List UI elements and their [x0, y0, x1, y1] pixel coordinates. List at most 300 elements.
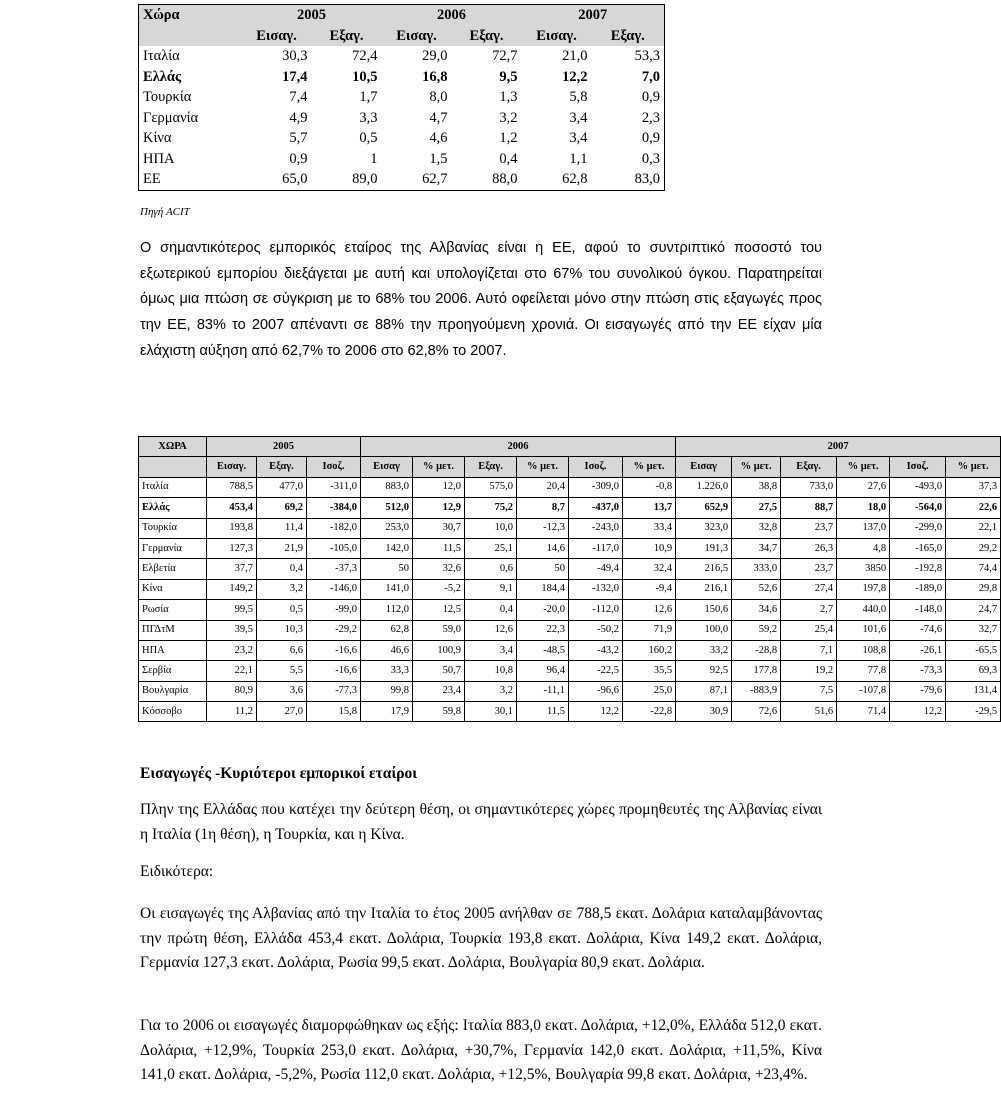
table-row — [139, 559, 1001, 579]
value-cell: 3,2 — [465, 681, 517, 701]
value-cell: 72,4 — [352, 48, 378, 65]
value-cell: -65,5 — [946, 640, 1001, 660]
value-cell: 3,2 — [257, 579, 307, 599]
value-cell: -192,8 — [890, 559, 946, 579]
value-cell: 52,6 — [732, 579, 781, 599]
value-cell: 7,4 — [289, 89, 308, 106]
value-cell: -309,0 — [569, 477, 623, 497]
measure-header: % μετ. — [837, 457, 890, 477]
value-cell: 33,2 — [676, 640, 732, 660]
value-cell: -112,0 — [569, 600, 623, 620]
value-cell: 788,5 — [207, 477, 257, 497]
country-cell: Ιταλία — [139, 46, 242, 67]
value-cell: 440,0 — [837, 600, 890, 620]
value-cell: 75,2 — [465, 498, 517, 518]
value-cell: 33,4 — [623, 518, 676, 538]
imports-2005-paragraph: Οι εισαγωγές της Αλβανίας από την Ιταλία το έτος 2005 ανήλθαν σε 788,5 εκατ. Δολάρια καταλαμβάνοντας την πρώτη θέση, Ελλάδα 453,4 εκατ. Δολάρια, Τουρκία 193,8 εκατ. Δολάρια, Κίνα 149,2 εκατ. Δολάρια, Γερμανία 127,3 εκατ. Δολάρια, Ρωσία 99,5 εκατ. Δολάρια, Βουλγαρία 80,9 εκατ. Δολάρια. — [140, 905, 822, 971]
header-year-2007: 2007 — [676, 437, 1001, 457]
value-cell: 29,8 — [946, 579, 1001, 599]
header-year-2006: 2006 — [361, 437, 676, 457]
table-header-flows — [139, 26, 665, 47]
value-cell: 4,7 — [429, 109, 448, 126]
country-cell: Σερβία — [139, 661, 207, 681]
value-cell: 333,0 — [732, 559, 781, 579]
value-cell: 21,9 — [257, 538, 307, 558]
value-cell: -299,0 — [890, 518, 946, 538]
value-cell: 100,0 — [676, 620, 732, 640]
country-cell: Κίνα — [139, 128, 242, 149]
table-row — [139, 169, 665, 190]
value-cell: -0,8 — [623, 477, 676, 497]
value-cell: 88,0 — [452, 169, 522, 190]
value-cell: 3,3 — [359, 109, 378, 126]
value-cell: -22,5 — [569, 661, 623, 681]
table-row — [139, 681, 1001, 701]
value-cell: 23,7 — [781, 559, 837, 579]
country-cell: Κίνα — [139, 579, 207, 599]
value-cell: 71,4 — [837, 702, 890, 722]
table-row — [139, 661, 1001, 681]
value-cell: 62,8 — [522, 169, 592, 190]
value-cell: 652,9 — [676, 498, 732, 518]
value-cell: 1,3 — [499, 89, 518, 106]
value-cell: 10,0 — [465, 518, 517, 538]
value-cell: 197,8 — [837, 579, 890, 599]
value-cell: 11,2 — [207, 702, 257, 722]
value-cell: -9,4 — [623, 579, 676, 599]
value-cell: 3,4 — [569, 130, 588, 147]
value-cell: 22,6 — [946, 498, 1001, 518]
value-cell: -12,3 — [517, 518, 569, 538]
value-cell: 25,4 — [781, 620, 837, 640]
value-cell: 8,7 — [517, 498, 569, 518]
measure-header: Εξαγ. — [781, 457, 837, 477]
value-cell: 11,5 — [413, 538, 465, 558]
value-cell: -37,3 — [307, 559, 361, 579]
value-cell: 191,3 — [676, 538, 732, 558]
value-cell: -117,0 — [569, 538, 623, 558]
value-cell: 512,0 — [361, 498, 413, 518]
value-cell: -384,0 — [307, 498, 361, 518]
value-cell: 22,1 — [207, 661, 257, 681]
value-cell: -5,2 — [413, 579, 465, 599]
value-cell: 101,6 — [837, 620, 890, 640]
value-cell: -107,8 — [837, 681, 890, 701]
value-cell: 23,4 — [413, 681, 465, 701]
value-cell: 12,0 — [413, 477, 465, 497]
table-row — [139, 518, 1001, 538]
value-cell: 99,5 — [207, 600, 257, 620]
value-cell: 14,6 — [517, 538, 569, 558]
value-cell: 0,4 — [257, 559, 307, 579]
value-cell: 30,3 — [282, 48, 308, 65]
value-cell: 30,9 — [676, 702, 732, 722]
value-cell: 216,5 — [676, 559, 732, 579]
value-cell: 50,7 — [413, 661, 465, 681]
value-cell: 10,5 — [352, 68, 378, 85]
value-cell: 7,5 — [781, 681, 837, 701]
value-cell: 96,4 — [517, 661, 569, 681]
value-cell: 35,5 — [623, 661, 676, 681]
value-cell: -96,6 — [569, 681, 623, 701]
value-cell: -189,0 — [890, 579, 946, 599]
value-cell: 59,2 — [732, 620, 781, 640]
value-cell: -437,0 — [569, 498, 623, 518]
main-suppliers-paragraph: Πλην της Ελλάδας που κατέχει την δεύτερη θέση, οι σημαντικότερες χώρες προμηθευτές της Αλβανίας είναι η Ιταλία (1η θέση), η Τουρκία, και η Κίνα. — [140, 801, 822, 843]
value-cell: 108,8 — [837, 640, 890, 660]
value-cell: 30,7 — [413, 518, 465, 538]
value-cell: 39,5 — [207, 620, 257, 640]
value-cell: 193,8 — [207, 518, 257, 538]
value-cell: 4,8 — [837, 538, 890, 558]
value-cell: 50 — [361, 559, 413, 579]
value-cell: -165,0 — [890, 538, 946, 558]
table-row — [139, 87, 665, 108]
value-cell: 15,8 — [307, 702, 361, 722]
value-cell: 62,8 — [361, 620, 413, 640]
value-cell: -73,3 — [890, 661, 946, 681]
value-cell: 69,3 — [946, 661, 1001, 681]
header-exports: Εξαγ. — [312, 26, 382, 47]
country-cell: Ελβετία — [139, 559, 207, 579]
value-cell: 12,5 — [413, 600, 465, 620]
value-cell: 12,2 — [562, 68, 588, 85]
value-cell: 7,1 — [781, 640, 837, 660]
measure-header: % μετ. — [732, 457, 781, 477]
value-cell: 3,6 — [257, 681, 307, 701]
value-cell: 141,0 — [361, 579, 413, 599]
value-cell: -16,6 — [307, 640, 361, 660]
table-row — [139, 498, 1001, 518]
value-cell: -146,0 — [307, 579, 361, 599]
value-cell: 29,2 — [946, 538, 1001, 558]
value-cell: 13,7 — [623, 498, 676, 518]
value-cell: -311,0 — [307, 477, 361, 497]
value-cell: 4,6 — [429, 130, 448, 147]
value-cell: 26,3 — [781, 538, 837, 558]
header-imports: Εισαγ. — [382, 26, 452, 47]
trade-share-table — [138, 4, 665, 191]
value-cell: -243,0 — [569, 518, 623, 538]
value-cell: 22,1 — [946, 518, 1001, 538]
country-cell: Ιταλία — [139, 477, 207, 497]
value-cell: 12,2 — [890, 702, 946, 722]
value-cell: 160,2 — [623, 640, 676, 660]
header-year-2005: 2005 — [242, 5, 382, 26]
value-cell: 2,3 — [592, 108, 665, 129]
measure-header: Εισαγ. — [207, 457, 257, 477]
header-country: ΧΩΡΑ — [139, 437, 207, 457]
value-cell: -49,4 — [569, 559, 623, 579]
eu-partner-paragraph: Ο σημαντικότερος εμπορικός εταίρος της Αλβανίας είναι η ΕΕ, αφού το συντριπτικό ποσοστό του εξωτερικού εμπορίου διεξάγεται με αυτή και υπολογίζεται στο 67% του συνολικού όγκου. Παρατηρείται όμως μια πτώση σε σύγκριση με το 68% του 2006. Αυτό οφείλεται μόνο στην πτώση στις εξαγωγές προς την ΕΕ, 83% το 2007 απέναντι σε 88% την προηγούμενη χρονιά. Οι εισαγωγές από την ΕΕ είχαν μία ελάχιστη αύξηση από 62,7% το 2006 στο 62,8% το 2007. — [140, 240, 822, 359]
value-cell: 33,3 — [361, 661, 413, 681]
header-exports: Εξαγ. — [592, 26, 665, 47]
value-cell: 32,6 — [413, 559, 465, 579]
value-cell: 24,7 — [946, 600, 1001, 620]
value-cell: 22,3 — [517, 620, 569, 640]
value-cell: 50 — [517, 559, 569, 579]
value-cell: 323,0 — [676, 518, 732, 538]
table-row — [139, 620, 1001, 640]
value-cell: 9,1 — [465, 579, 517, 599]
value-cell: 3,2 — [499, 109, 518, 126]
country-cell: Ρωσία — [139, 600, 207, 620]
country-cell: Βουλγαρία — [139, 681, 207, 701]
value-cell: 11,5 — [517, 702, 569, 722]
section-heading: Εισαγωγές -Κυριότεροι εμπορικοί εταίροι — [140, 765, 418, 782]
measure-header: % μετ. — [946, 457, 1001, 477]
value-cell: 34,7 — [732, 538, 781, 558]
table-header-years — [139, 5, 665, 26]
value-cell: 150,6 — [676, 600, 732, 620]
value-cell: 5,7 — [289, 130, 308, 147]
value-cell: -50,2 — [569, 620, 623, 640]
value-cell: 37,7 — [207, 559, 257, 579]
value-cell: 127,3 — [207, 538, 257, 558]
value-cell: 80,9 — [207, 681, 257, 701]
value-cell: 18,0 — [837, 498, 890, 518]
value-cell: 11,4 — [257, 518, 307, 538]
value-cell: 20,4 — [517, 477, 569, 497]
value-cell: -20,0 — [517, 600, 569, 620]
header-exports: Εξαγ. — [452, 26, 522, 47]
value-cell: 65,0 — [242, 169, 312, 190]
value-cell: -48,5 — [517, 640, 569, 660]
country-cell: Γερμανία — [139, 538, 207, 558]
value-cell: 177,8 — [732, 661, 781, 681]
value-cell: 1,5 — [429, 150, 448, 167]
table-row — [139, 579, 1001, 599]
table-row — [139, 149, 665, 170]
value-cell: 0,4 — [499, 150, 518, 167]
value-cell: -29,2 — [307, 620, 361, 640]
measure-header: % μετ. — [517, 457, 569, 477]
value-cell: 12,2 — [569, 702, 623, 722]
value-cell: 184,4 — [517, 579, 569, 599]
measure-header: Εξαγ. — [257, 457, 307, 477]
value-cell: 1,1 — [569, 150, 588, 167]
value-cell: 16,8 — [422, 68, 448, 85]
value-cell: 5,5 — [257, 661, 307, 681]
value-cell: 92,5 — [676, 661, 732, 681]
table-row — [139, 600, 1001, 620]
table-row — [139, 108, 665, 129]
value-cell: -883,9 — [732, 681, 781, 701]
measure-header: Εισαγ — [361, 457, 413, 477]
value-cell: 38,8 — [732, 477, 781, 497]
value-cell: 27,6 — [837, 477, 890, 497]
value-cell: 8,0 — [429, 89, 448, 106]
value-cell: 10,8 — [465, 661, 517, 681]
value-cell: 0,9 — [592, 128, 665, 149]
country-cell: ΗΠΑ — [139, 149, 242, 170]
table-row — [139, 477, 1001, 497]
country-cell: Ελλάς — [139, 67, 242, 88]
value-cell: 7,0 — [592, 67, 665, 88]
value-cell: 69,2 — [257, 498, 307, 518]
value-cell: 1 — [370, 150, 378, 167]
table-row — [139, 702, 1001, 722]
value-cell: 23,2 — [207, 640, 257, 660]
measure-header: Ισοζ. — [890, 457, 946, 477]
value-cell: -43,2 — [569, 640, 623, 660]
value-cell: -99,0 — [307, 600, 361, 620]
value-cell: 0,3 — [592, 149, 665, 170]
value-cell: 59,0 — [413, 620, 465, 640]
country-cell: Τουρκία — [139, 518, 207, 538]
measure-header: Εξαγ. — [465, 457, 517, 477]
value-cell: 1,2 — [499, 130, 518, 147]
value-cell: 12,6 — [623, 600, 676, 620]
value-cell: 21,0 — [562, 48, 588, 65]
value-cell: 30,1 — [465, 702, 517, 722]
measure-header: Ισοζ. — [569, 457, 623, 477]
table-header-measures — [139, 457, 1001, 477]
value-cell: 72,6 — [732, 702, 781, 722]
value-cell: -28,8 — [732, 640, 781, 660]
value-cell: 3,4 — [569, 109, 588, 126]
value-cell: -105,0 — [307, 538, 361, 558]
country-cell: Ελλάς — [139, 498, 207, 518]
imports-2006-paragraph: Για το 2006 οι εισαγωγές διαμορφώθηκαν ως εξής: Ιταλία 883,0 εκατ. Δολάρια, +12,0%, Ελλάδα 512,0 εκατ. Δολάρια, +12,9%, Τουρκία 253,0 εκατ. Δολάρια, +30,7%, Γερμανία 142,0 εκατ. Δολάρια, +11,5%, Κίνα 141,0 εκατ. Δολάρια, -5,2%, Ρωσία 112,0 εκατ. Δολάρια, +12,5%, Βουλγαρία 99,8 εκατ. Δολάρια, +23,4%. — [140, 1017, 822, 1083]
specifically-label: Ειδικότερα: — [140, 863, 214, 880]
value-cell: 27,5 — [732, 498, 781, 518]
country-cell: ΗΠΑ — [139, 640, 207, 660]
table-row — [139, 538, 1001, 558]
value-cell: 32,8 — [732, 518, 781, 538]
value-cell: -77,3 — [307, 681, 361, 701]
trade-balance-table — [138, 436, 1001, 722]
value-cell: 4,9 — [289, 109, 308, 126]
value-cell: 37,3 — [946, 477, 1001, 497]
measure-header: % μετ. — [413, 457, 465, 477]
value-cell: 12,6 — [465, 620, 517, 640]
value-cell: 99,8 — [361, 681, 413, 701]
value-cell: 62,7 — [382, 169, 452, 190]
value-cell: 453,4 — [207, 498, 257, 518]
value-cell: 112,0 — [361, 600, 413, 620]
value-cell: -22,8 — [623, 702, 676, 722]
table-row — [139, 46, 665, 67]
value-cell: 0,9 — [592, 87, 665, 108]
value-cell: 32,7 — [946, 620, 1001, 640]
value-cell: 59,8 — [413, 702, 465, 722]
value-cell: -182,0 — [307, 518, 361, 538]
value-cell: 17,4 — [282, 68, 308, 85]
header-imports: Εισαγ. — [242, 26, 312, 47]
value-cell: 74,4 — [946, 559, 1001, 579]
value-cell: 100,9 — [413, 640, 465, 660]
table-source-note: Πηγή ACIT — [140, 206, 190, 218]
value-cell: 51,6 — [781, 702, 837, 722]
value-cell: 477,0 — [257, 477, 307, 497]
value-cell: 1,7 — [359, 89, 378, 106]
measure-header: Εισαγ — [676, 457, 732, 477]
header-country: Χώρα — [139, 5, 242, 26]
value-cell: 10,3 — [257, 620, 307, 640]
value-cell: 71,9 — [623, 620, 676, 640]
value-cell: 23,7 — [781, 518, 837, 538]
value-cell: -16,6 — [307, 661, 361, 681]
table-row — [139, 640, 1001, 660]
value-cell: 10,9 — [623, 538, 676, 558]
value-cell: 34,6 — [732, 600, 781, 620]
header-imports: Εισαγ. — [522, 26, 592, 47]
header-year-2005: 2005 — [207, 437, 361, 457]
value-cell: -26,1 — [890, 640, 946, 660]
value-cell: 575,0 — [465, 477, 517, 497]
value-cell: 83,0 — [592, 169, 665, 190]
value-cell: 3,4 — [465, 640, 517, 660]
value-cell: 25,1 — [465, 538, 517, 558]
value-cell: 27,0 — [257, 702, 307, 722]
value-cell: -79,6 — [890, 681, 946, 701]
value-cell: 0,6 — [465, 559, 517, 579]
country-cell: Τουρκία — [139, 87, 242, 108]
value-cell: 733,0 — [781, 477, 837, 497]
value-cell: 253,0 — [361, 518, 413, 538]
country-cell: Κόσσοβο — [139, 702, 207, 722]
value-cell: -493,0 — [890, 477, 946, 497]
value-cell: 3850 — [837, 559, 890, 579]
value-cell: 0,5 — [359, 130, 378, 147]
value-cell: 25,0 — [623, 681, 676, 701]
header-year-2006: 2006 — [382, 5, 522, 26]
country-cell: ΕΕ — [139, 169, 242, 190]
value-cell: 0,5 — [257, 600, 307, 620]
value-cell: -11,1 — [517, 681, 569, 701]
value-cell: 142,0 — [361, 538, 413, 558]
measure-header: Ισοζ. — [307, 457, 361, 477]
measure-header: % μετ. — [623, 457, 676, 477]
country-cell: Γερμανία — [139, 108, 242, 129]
value-cell: 17,9 — [361, 702, 413, 722]
value-cell: 27,4 — [781, 579, 837, 599]
table-row — [139, 67, 665, 88]
value-cell: 131,4 — [946, 681, 1001, 701]
table-row — [139, 128, 665, 149]
value-cell: -132,0 — [569, 579, 623, 599]
value-cell: 77,8 — [837, 661, 890, 681]
value-cell: -74,6 — [890, 620, 946, 640]
value-cell: 19,2 — [781, 661, 837, 681]
value-cell: 216,1 — [676, 579, 732, 599]
value-cell: 12,9 — [413, 498, 465, 518]
value-cell: 46,6 — [361, 640, 413, 660]
value-cell: 87,1 — [676, 681, 732, 701]
value-cell: 72,7 — [492, 48, 518, 65]
value-cell: 9,5 — [499, 68, 518, 85]
value-cell: 5,8 — [569, 89, 588, 106]
value-cell: 149,2 — [207, 579, 257, 599]
value-cell: -148,0 — [890, 600, 946, 620]
value-cell: 2,7 — [781, 600, 837, 620]
value-cell: 137,0 — [837, 518, 890, 538]
value-cell: -29,5 — [946, 702, 1001, 722]
value-cell: 53,3 — [592, 46, 665, 67]
value-cell: 89,0 — [312, 169, 382, 190]
value-cell: 29,0 — [422, 48, 448, 65]
value-cell: 88,7 — [781, 498, 837, 518]
value-cell: 883,0 — [361, 477, 413, 497]
value-cell: -564,0 — [890, 498, 946, 518]
value-cell: 32,4 — [623, 559, 676, 579]
country-cell: ΠΓΔτΜ — [139, 620, 207, 640]
value-cell: 1.226,0 — [676, 477, 732, 497]
header-year-2007: 2007 — [522, 5, 665, 26]
value-cell: 6,6 — [257, 640, 307, 660]
table-header-years — [139, 437, 1001, 457]
